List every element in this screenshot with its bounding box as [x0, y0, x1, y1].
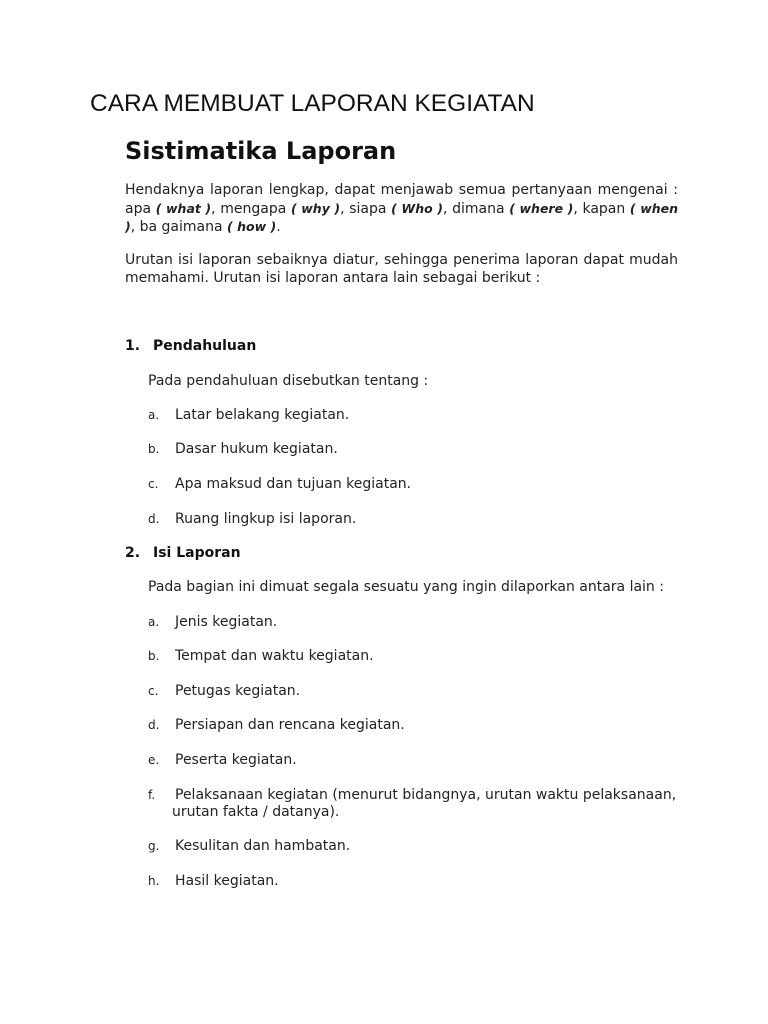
list-item: g. Kesulitan dan hambatan. [148, 838, 351, 854]
keyword-what: ( what ) [155, 200, 212, 216]
section-heading-pendahuluan: 1. Pendahuluan [125, 338, 257, 354]
keyword-why: ( why ) [290, 200, 341, 216]
section-heading-isi-laporan: 2. Isi Laporan [125, 545, 241, 561]
list-item: f. Pelaksanaan kegiatan (menurut bidangnya, urutan waktu pelaksanaan, urutan fakta / datanya). [148, 787, 677, 820]
list-item: b. Dasar hukum kegiatan. [148, 441, 338, 457]
section-lead: Pada pendahuluan disebutkan tentang : [148, 373, 429, 389]
list-item: d. Persiapan dan rencana kegiatan. [148, 717, 405, 733]
list-item: a. Jenis kegiatan. [148, 614, 278, 630]
list-item: e. Peserta kegiatan. [148, 752, 297, 768]
list-item: c. Apa maksud dan tujuan kegiatan. [148, 476, 412, 492]
keyword-when: ( when ) [125, 200, 679, 234]
intro-paragraph: Hendaknya laporan lengkap, dapat menjawab semua pertanyaan mengenai : apa ( what ), mengapa ( why ), siapa ( Who ), dimana ( where ), kapan ( when ), ba gaimana ( how ). [125, 182, 679, 235]
order-paragraph: Urutan isi laporan sebaiknya diatur, sehingga penerima laporan dapat mudah memahami. Urutan isi laporan antara lain sebagai berikut : [125, 252, 678, 286]
list-item: c. Petugas kegiatan. [148, 683, 301, 699]
list-item: b. Tempat dan waktu kegiatan. [148, 648, 374, 664]
document-subtitle: Sistimatika Laporan [125, 137, 397, 165]
keyword-where: ( where ) [509, 200, 574, 216]
list-item: h. Hasil kegiatan. [148, 873, 279, 889]
list-item: a. Latar belakang kegiatan. [148, 407, 350, 423]
document-title: CARA MEMBUAT LAPORAN KEGIATAN [90, 90, 535, 117]
section-lead: Pada bagian ini dimuat segala sesuatu yang ingin dilaporkan antara lain : [148, 579, 664, 595]
keyword-who: ( Who ) [391, 200, 443, 216]
keyword-how: ( how ) [227, 219, 277, 234]
list-item: d. Ruang lingkup isi laporan. [148, 511, 357, 527]
